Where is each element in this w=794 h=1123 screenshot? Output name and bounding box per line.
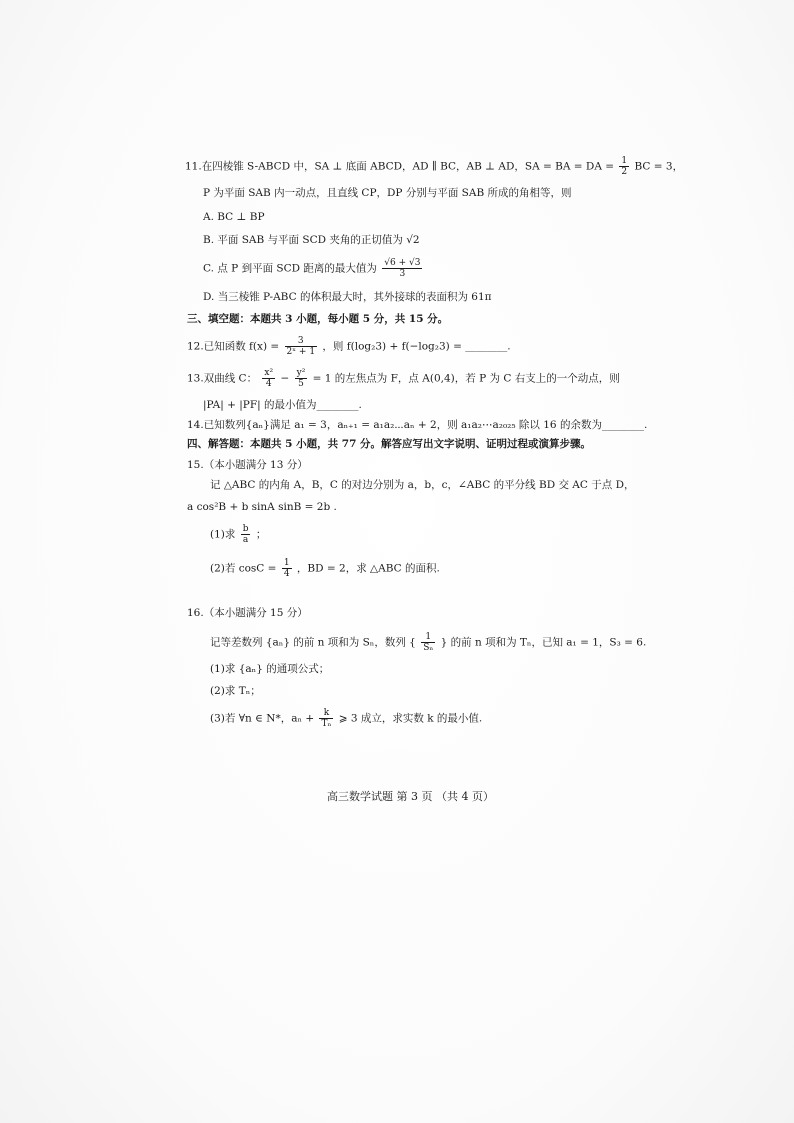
fraction-numerator: y² xyxy=(296,368,306,378)
q16-part3-fraction xyxy=(319,708,333,729)
fraction-numerator: 1 xyxy=(425,632,432,642)
q16-stem xyxy=(210,632,646,653)
q15-part2-text: (2)若 cosC = xyxy=(210,562,277,575)
page-footer: 高三数学试题 第 3 页 （共 4 页） xyxy=(327,790,494,803)
q11-option-d: D. 当三棱锥 P-ABC 的体积最大时，其外接球的表面积为 61π xyxy=(203,291,492,303)
fraction-denominator: 2ˣ + 1 xyxy=(286,347,316,357)
fraction-numerator: 3 xyxy=(297,336,304,346)
q13-fraction-y xyxy=(295,368,308,389)
minus-sign: − xyxy=(280,372,290,385)
q15-title: 15.（本小题满分 13 分） xyxy=(187,459,308,471)
fraction-denominator: Tₙ xyxy=(321,719,332,729)
q13-line1 xyxy=(187,368,620,389)
q11-option-c-text: C. 点 P 到平面 SCD 距离的最大值为 xyxy=(203,262,377,275)
q12-text: 12.已知函数 f(x) = xyxy=(187,340,280,353)
q15-part2 xyxy=(210,558,440,579)
q15-part2-end: ，BD = 2，求 △ABC 的面积. xyxy=(296,562,440,575)
q16-part2: (2)求 Tₙ； xyxy=(210,685,261,697)
q13-text: 13.双曲线 C： xyxy=(187,372,258,385)
q15-stem-line2: a cos²B + b sinA sinB = 2b . xyxy=(187,501,337,513)
q11-option-a: A. BC ⊥ BP xyxy=(203,211,265,223)
q16-title: 16.（本小题满分 15 分） xyxy=(187,607,308,619)
fraction-denominator: 3 xyxy=(382,268,422,279)
fraction-denominator: 4 xyxy=(262,378,275,389)
fraction-numerator: 1 xyxy=(283,558,290,568)
q13-line2: |PA| + |PF| 的最小值为________. xyxy=(203,399,362,411)
q15-part1-end: ； xyxy=(255,528,267,541)
section4-heading: 四、解答题：本题共 5 小题，共 77 分。解答应写出文字说明、证明过程或演算步骤。 xyxy=(187,438,592,450)
q16-part3 xyxy=(210,708,482,729)
q16-stem-text: 记等差数列 {aₙ} 的前 n 项和为 Sₙ，数列 { xyxy=(210,636,416,649)
q11-stem-line1 xyxy=(185,156,683,177)
q11-stem-line2: P 为平面 SAB 内一动点，且直线 CP，DP 分别与平面 SAB 所成的角相等，则 xyxy=(203,187,572,199)
q15-stem-line1: 记 △ABC 的内角 A，B，C 的对边分别为 a，b，c，∠ABC 的平分线 BD 交 AC 于点 D， xyxy=(210,479,635,491)
fraction-numerator: k xyxy=(323,708,330,718)
fraction-numerator: 1 xyxy=(621,156,628,166)
fraction-denominator: a xyxy=(241,534,251,545)
fraction-denominator: 5 xyxy=(295,378,308,389)
fraction-denominator: Sₙ xyxy=(423,643,434,653)
q16-part3-text: (3)若 ∀n ∈ N*，aₙ + xyxy=(210,712,315,725)
q11-option-c xyxy=(203,258,424,279)
fraction-numerator: x² xyxy=(264,368,274,378)
fraction-denominator: 2 xyxy=(621,167,628,177)
q15-part2-fraction xyxy=(282,558,292,579)
q13-text-end: = 1 的左焦点为 F，点 A(0,4)，若 P 为 C 右支上的一个动点，则 xyxy=(312,372,620,385)
fraction-numerator: b xyxy=(242,524,249,534)
fraction-denominator: 4 xyxy=(283,569,290,579)
section3-heading: 三、填空题：本题共 3 小题，每小题 5 分，共 15 分。 xyxy=(187,313,449,325)
q16-part1: (1)求 {aₙ} 的通项公式； xyxy=(210,663,330,675)
q12-line xyxy=(187,336,511,357)
q14-line: 14.已知数列{aₙ}满足 a₁ = 3，aₙ₊₁ = a₁a₂⋯aₙ + 2，则 a₁a₂⋯a₂₀₂₅ 除以 16 的余数为________. xyxy=(187,419,648,431)
fraction-numerator: √6 + √3 xyxy=(384,258,421,268)
q12-fraction xyxy=(285,336,318,357)
q11-stem-text-end: BC = 3， xyxy=(634,160,684,173)
q13-fraction-x xyxy=(262,368,275,389)
q15-part1 xyxy=(210,524,266,545)
q12-text-end: ，则 f(log₂3) + f(−log₂3) = ________. xyxy=(322,340,511,353)
q11-option-c-fraction xyxy=(382,258,422,279)
q11-option-b: B. 平面 SAB 与平面 SCD 夹角的正切值为 √2 xyxy=(203,234,420,246)
q16-part3-end: ⩾ 3 成立，求实数 k 的最小值. xyxy=(338,712,483,725)
q16-stem-fraction xyxy=(421,632,435,653)
q11-fraction xyxy=(619,156,629,177)
q16-stem-end: } 的前 n 项和为 Tₙ，已知 a₁ = 1，S₃ = 6. xyxy=(440,636,647,649)
q15-part1-fraction xyxy=(241,524,251,545)
q15-part1-text: (1)求 xyxy=(210,528,236,541)
q11-stem-text: 11.在四棱锥 S-ABCD 中，SA ⊥ 底面 ABCD，AD ∥ BC，AB ⊥ AD，SA = BA = DA = xyxy=(185,160,615,173)
